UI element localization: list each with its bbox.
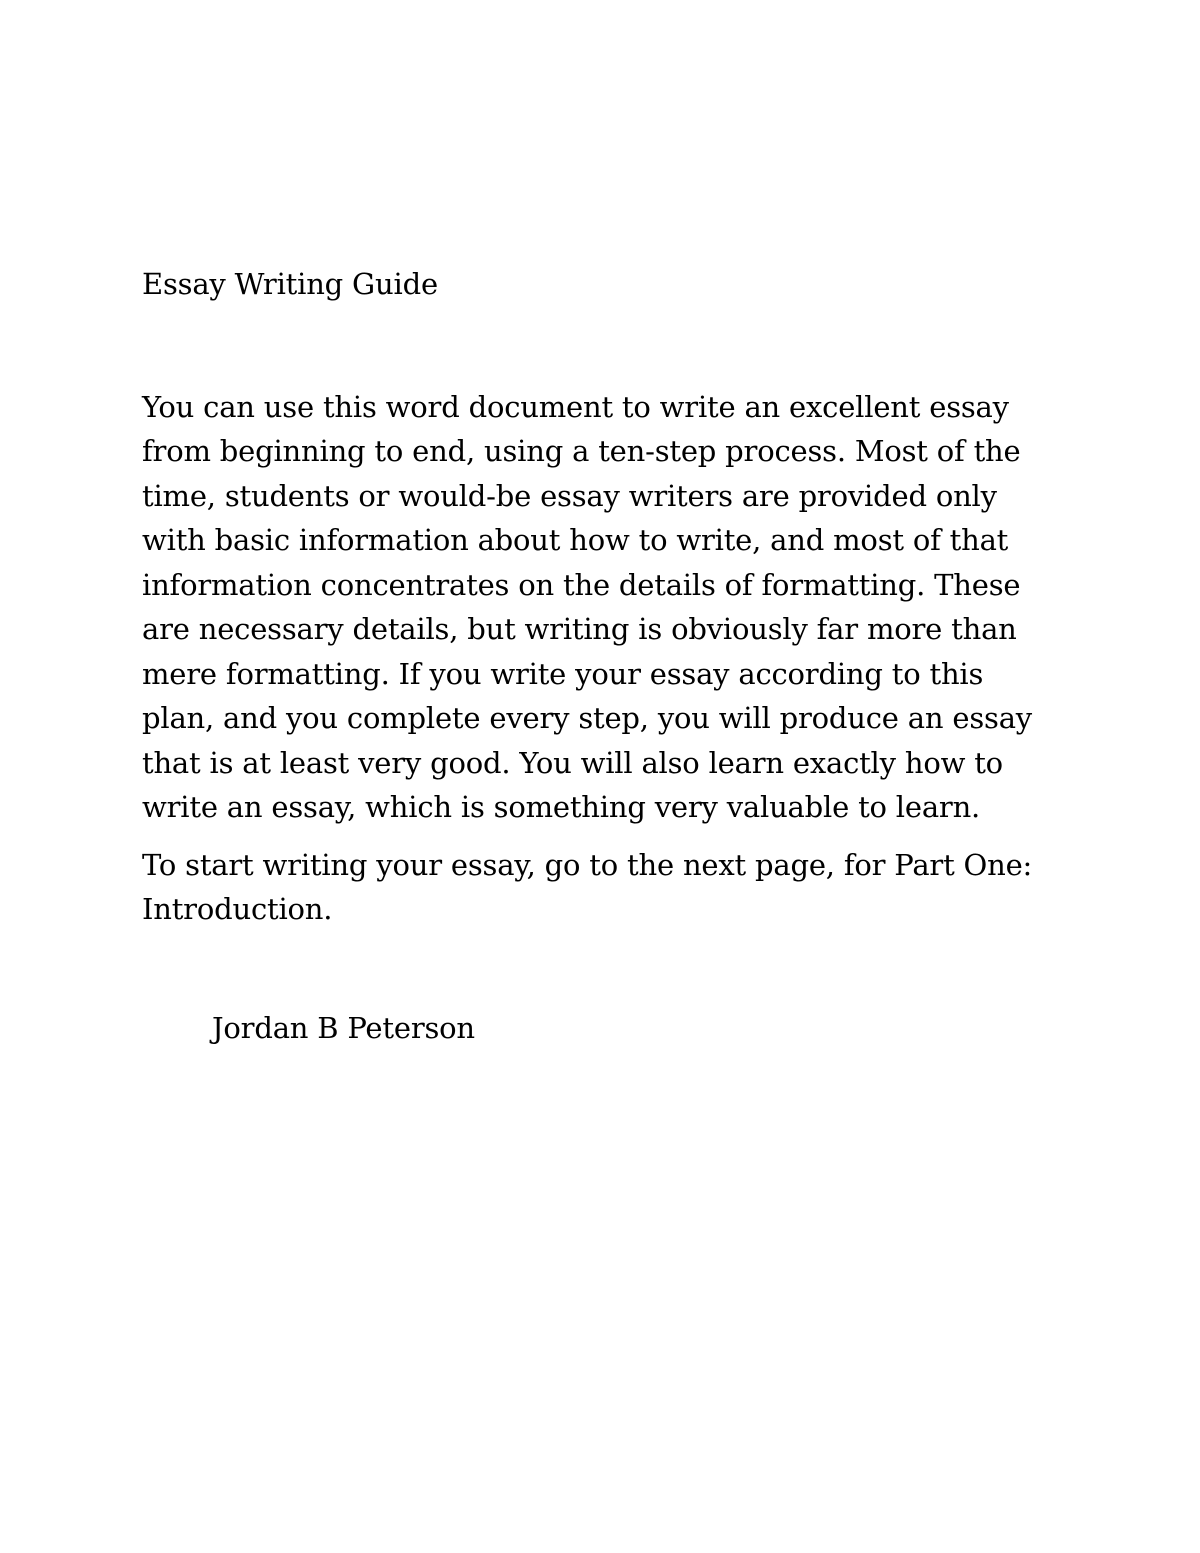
- paragraph-line: plan, and you complete every step, you will produce an essay: [142, 701, 1032, 735]
- author-signature: Jordan B Peterson: [212, 1010, 475, 1045]
- paragraph-line: You can use this word document to write an excellent essay: [142, 389, 1009, 424]
- paragraph-line: mere formatting. If you write your essay according to this: [142, 656, 984, 691]
- paragraph-line: with basic information about how to write, and most of that: [142, 523, 1009, 557]
- document-title: Essay Writing Guide: [142, 267, 438, 301]
- next-step-paragraph: [142, 843, 1072, 932]
- paragraph-line: that is at least very good. You will also learn exactly how to: [142, 745, 1003, 780]
- paragraph-line: write an essay, which is something very valuable to learn.: [142, 790, 981, 824]
- paragraph-line: from beginning to end, using a ten-step process. Most of the: [142, 434, 1021, 468]
- intro-paragraph: [142, 385, 1072, 830]
- paragraph-line: information concentrates on the details of formatting. These: [142, 567, 1021, 602]
- document-content: [142, 262, 1072, 1050]
- paragraph-line: Introduction.: [142, 892, 333, 926]
- paragraph-line: time, students or would-be essay writers are provided only: [142, 478, 997, 513]
- paragraph-line: To start writing your essay, go to the next page, for Part One:: [142, 847, 1033, 882]
- paragraph-line: are necessary details, but writing is obviously far more than: [142, 612, 1017, 646]
